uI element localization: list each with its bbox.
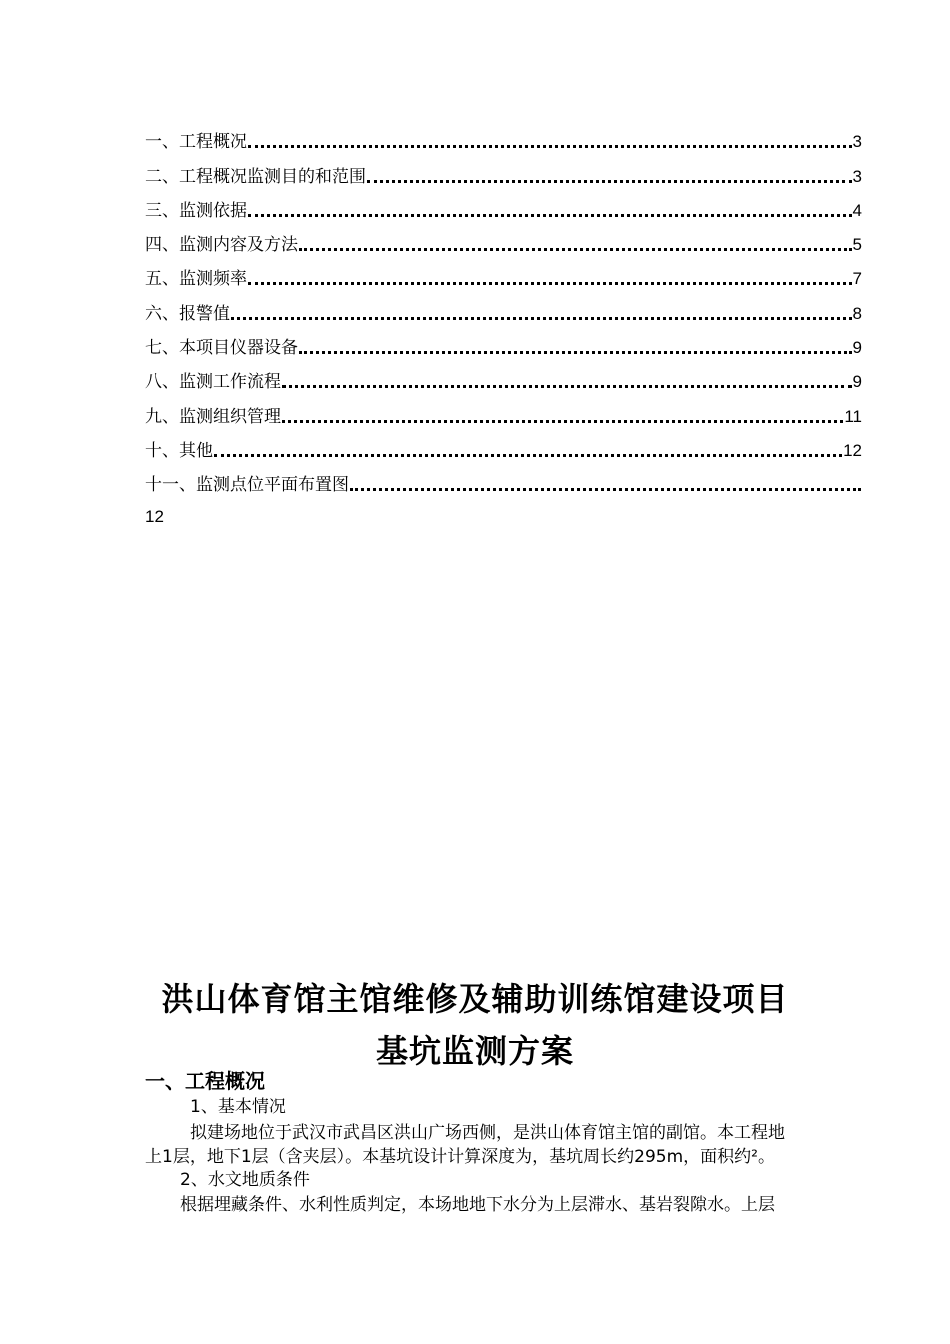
toc-entry-6[interactable] — [145, 291, 862, 325]
toc-entry-label: 五、监测频率 — [145, 269, 247, 290]
table-of-contents — [145, 120, 862, 497]
toc-entry-label: 九、监测组织管理 — [145, 406, 281, 427]
toc-dot-leader — [231, 317, 852, 320]
subsection-heading: 2、水文地质条件 — [180, 1170, 310, 1190]
toc-entry-page: 3 — [852, 132, 862, 152]
toc-entry-label: 八、监测工作流程 — [145, 372, 281, 393]
toc-dot-leader — [282, 385, 852, 388]
toc-dot-leader — [367, 180, 852, 183]
paragraph-line: 根据埋藏条件、水利性质判定，本场地地下水分为上层滞水、基岩裂隙水。上层 — [180, 1195, 775, 1215]
toc-entry-7[interactable] — [145, 326, 862, 360]
toc-entry-page: 12 — [145, 507, 164, 526]
toc-entry-1[interactable] — [145, 120, 862, 154]
toc-entry-page: 8 — [852, 303, 862, 323]
toc-entry-page: 5 — [852, 235, 862, 255]
toc-entry-page: 12 — [843, 440, 862, 460]
toc-entry-page: 9 — [852, 372, 862, 392]
toc-entry-page: 4 — [852, 200, 862, 220]
toc-entry-2[interactable] — [145, 154, 862, 188]
paragraph-line: 拟建场地位于武汉市武昌区洪山广场西侧，是洪山体育馆主馆的副馆。本工程地 — [190, 1123, 785, 1143]
toc-dot-leader — [248, 214, 852, 217]
toc-entry-page: 3 — [852, 166, 862, 186]
toc-dot-leader — [214, 454, 842, 457]
toc-entry-label: 三、监测依据 — [145, 200, 247, 221]
paragraph-line: 上1层，地下1层（含夹层）。本基坑设计计算深度为，基坑周长约295m，面积约²。 — [145, 1147, 775, 1167]
toc-dot-leader — [282, 420, 843, 423]
section-heading: 一、工程概况 — [145, 1069, 265, 1093]
toc-entry-10[interactable] — [145, 429, 862, 463]
toc-entry-label: 二、工程概况监测目的和范围 — [145, 166, 366, 187]
toc-entry-label: 六、报警值 — [145, 303, 230, 324]
toc-dot-leader — [299, 248, 852, 251]
toc-dot-leader — [299, 351, 852, 354]
toc-entry-5[interactable] — [145, 257, 862, 291]
toc-entry-8[interactable] — [145, 360, 862, 394]
toc-entry-4[interactable] — [145, 223, 862, 257]
toc-entry-9[interactable] — [145, 394, 862, 428]
toc-dot-leader — [248, 282, 852, 285]
toc-dot-leader — [248, 145, 852, 148]
toc-entry-3[interactable] — [145, 189, 862, 223]
document-subtitle: 基坑监测方案 — [375, 1032, 574, 1070]
toc-entry-label: 十、其他 — [145, 440, 213, 461]
toc-entry-label: 一、工程概况 — [145, 132, 247, 153]
document-title: 洪山体育馆主馆维修及辅助训练馆建设项目 — [161, 980, 789, 1018]
toc-entry-page: 11 — [844, 406, 862, 426]
toc-entry-label: 七、本项目仪器设备 — [145, 338, 298, 359]
toc-entry-11[interactable] — [145, 463, 862, 497]
toc-entry-label: 十一、监测点位平面布置图 — [145, 474, 349, 495]
toc-entry-page: 7 — [852, 269, 862, 289]
toc-entry-page: 9 — [852, 338, 862, 358]
subsection-heading: 1、基本情况 — [190, 1097, 286, 1117]
toc-dot-leader — [350, 488, 861, 491]
toc-entry-label: 四、监测内容及方法 — [145, 235, 298, 256]
